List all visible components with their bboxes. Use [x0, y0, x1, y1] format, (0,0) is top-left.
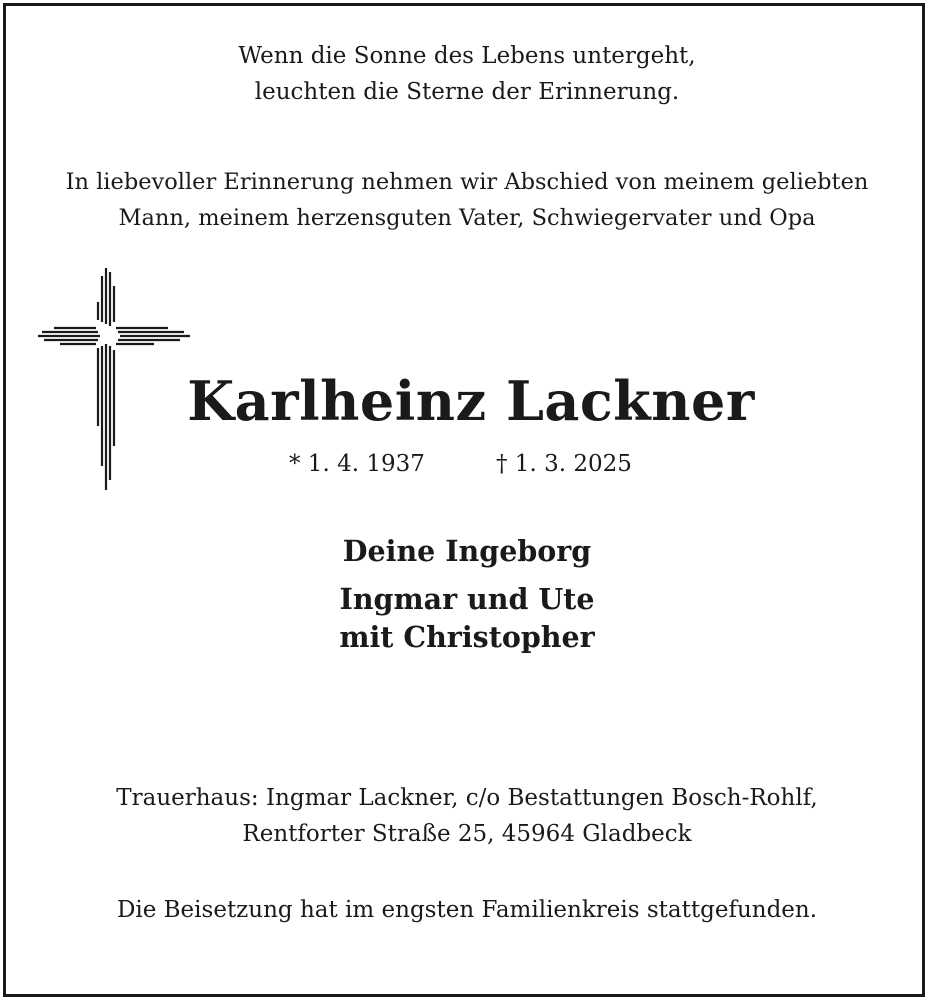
family-block — [6, 580, 928, 656]
address-line-2: Rentforter Straße 25, 45964 Gladbeck — [242, 821, 692, 847]
motto-line-1: Wenn die Sonne des Lebens untergeht, — [238, 43, 696, 69]
family-line-2: Ingmar und Ute — [339, 582, 595, 616]
family-line-1: Deine Ingeborg — [342, 534, 592, 568]
mourning-address — [6, 780, 928, 852]
family-line-3: mit Christopher — [339, 620, 595, 654]
birth-date: * 1. 4. 1937 — [289, 451, 425, 477]
intro-line-1: In liebevoller Erinnerung nehmen wir Abschied von meinem geliebten — [65, 169, 869, 195]
intro-line-2: Mann, meinem herzensguten Vater, Schwiegervater und Opa — [118, 205, 816, 231]
motto-line-2: leuchten die Sterne der Erinnerung. — [254, 79, 680, 105]
death-date: † 1. 3. 2025 — [496, 451, 632, 477]
intro-text — [6, 164, 928, 236]
burial-note: Die Beisetzung hat im engsten Familienkreis stattgefunden. — [116, 897, 818, 923]
motto — [6, 38, 928, 110]
obituary-frame — [3, 3, 925, 997]
deceased-name: Karlheinz Lackner — [187, 369, 755, 433]
address-line-1: Trauerhaus: Ingmar Lackner, c/o Bestattungen Bosch-Rohlf, — [116, 785, 818, 811]
